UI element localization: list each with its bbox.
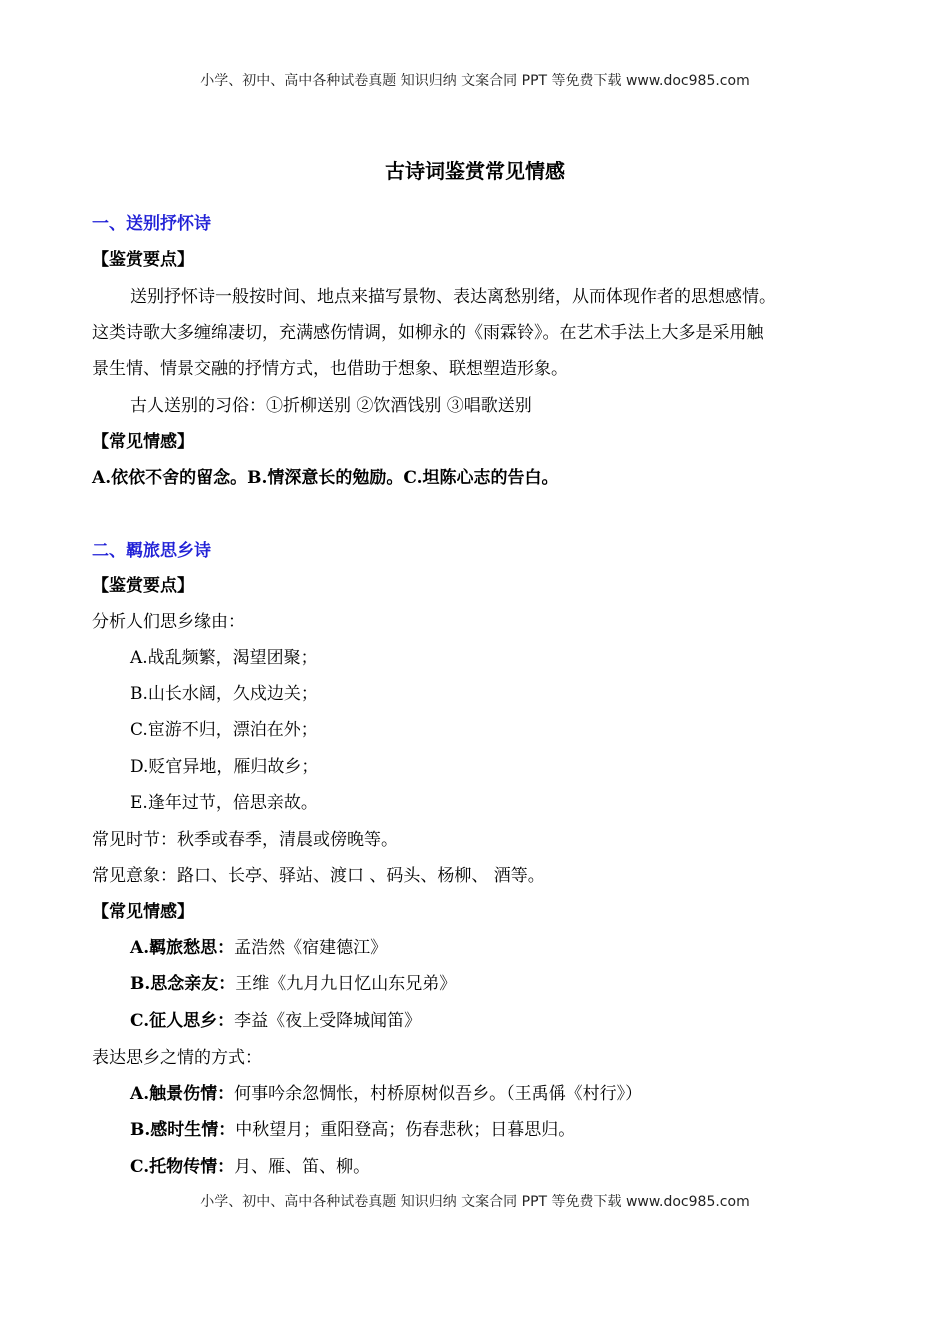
- paragraph: 古人送别的习俗：①折柳送别 ②饮酒饯别 ③唱歌送别: [130, 396, 532, 416]
- list-item: [130, 1115, 575, 1140]
- item-label: A.触景伤情：: [130, 1084, 235, 1104]
- list-item: D.贬官异地，雁归故乡；: [130, 757, 319, 777]
- list-item: [130, 933, 387, 958]
- paragraph: 表达思乡之情的方式：: [92, 1048, 262, 1068]
- paragraph: 送别抒怀诗一般按时间、地点来描写景物、表达离愁别绪，从而体现作者的思想感情。: [130, 287, 776, 307]
- paragraph: 这类诗歌大多缠绵凄切，充满感伤情调，如柳永的《雨霖铃》。在艺术手法上大多是采用触: [92, 323, 764, 343]
- page-footer: 小学、初中、高中各种试卷真题 知识归纳 文案合同 PPT 等免费下载 www.doc985.com: [200, 1194, 750, 1210]
- list-item: [130, 1006, 421, 1031]
- item-label: B.感时生情：: [130, 1120, 236, 1140]
- paragraph: 常见时节：秋季或春季，清晨或傍晚等。: [92, 830, 398, 850]
- page-header: 小学、初中、高中各种试卷真题 知识归纳 文案合同 PPT 等免费下载 www.doc985.com: [200, 73, 750, 89]
- item-label: C.托物传情：: [130, 1157, 235, 1177]
- item-label: A.羁旅愁思：: [130, 938, 235, 958]
- list-item: E.逢年过节，倍思亲故。: [130, 793, 318, 813]
- emotion-list: A.依依不舍的留念。B.情深意长的勉励。C.坦陈心志的告白。: [92, 468, 559, 488]
- page-title: 古诗词鉴赏常见情感: [385, 159, 565, 183]
- list-item: [130, 1152, 370, 1177]
- paragraph: 景生情、情景交融的抒情方式，也借助于想象、联想塑造形象。: [92, 359, 568, 379]
- item-text: 王维《九月九日忆山东兄弟》: [235, 974, 457, 994]
- list-item: C.宦游不归，漂泊在外；: [130, 720, 318, 740]
- item-text: 中秋望月；重阳登高；伤春悲秋；日暮思归。: [235, 1120, 576, 1140]
- list-item: [130, 969, 456, 994]
- paragraph: 分析人们思乡缘由：: [92, 612, 245, 632]
- item-label: C.征人思乡：: [130, 1011, 235, 1031]
- section-heading: 二、羁旅思乡诗: [92, 541, 211, 561]
- item-label: B.思念亲友：: [130, 974, 236, 994]
- list-item: A.战乱频繁，渴望团聚；: [130, 648, 318, 668]
- subheading: 【常见情感】: [92, 902, 194, 922]
- paragraph: 常见意象：路口、长亭、驿站、渡口 、码头、杨柳、 酒等。: [92, 866, 545, 886]
- item-text: 李益《夜上受降城闻笛》: [234, 1011, 422, 1031]
- subheading: 【鉴赏要点】: [92, 250, 194, 270]
- item-text: 月、雁、笛、柳。: [234, 1157, 371, 1177]
- item-text: 孟浩然《宿建德江》: [234, 938, 388, 958]
- item-text: 何事吟余忽惆怅，村桥原树似吾乡。（王禹偁《村行》）: [234, 1084, 643, 1104]
- subheading: 【常见情感】: [92, 432, 194, 452]
- list-item: B.山长水阔，久戍边关；: [130, 684, 318, 704]
- list-item: [130, 1079, 642, 1104]
- subheading: 【鉴赏要点】: [92, 576, 194, 596]
- section-heading: 一、送别抒怀诗: [92, 214, 211, 234]
